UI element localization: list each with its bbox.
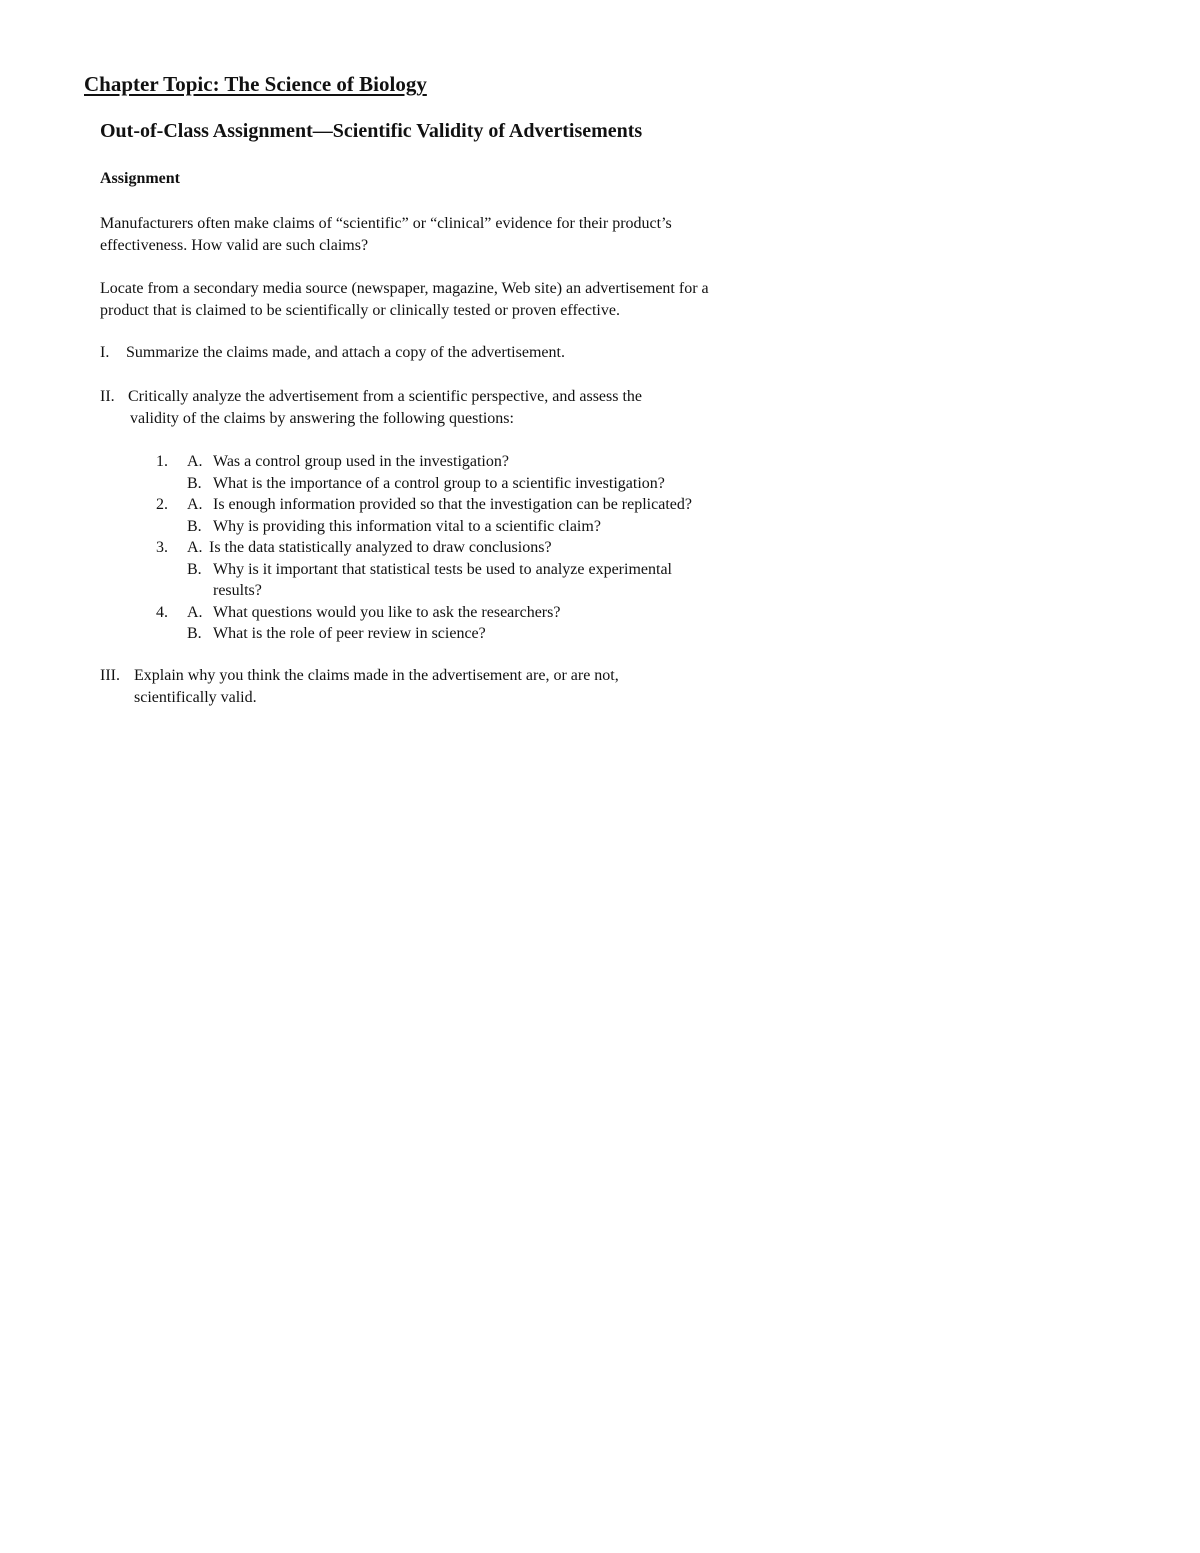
- question-letter: A.: [187, 496, 203, 513]
- question-text: What questions would you like to ask the researchers?: [213, 603, 561, 621]
- chapter-title: Chapter Topic: The Science of Biology: [84, 72, 427, 96]
- question-text: Was a control group used in the investigation?: [213, 453, 509, 470]
- question-letter: B.: [187, 517, 202, 535]
- item-text: scientifically valid.: [134, 688, 257, 706]
- question-letter: B.: [187, 560, 202, 578]
- item-numeral: III.: [100, 667, 120, 684]
- item-text: validity of the claims by answering the following questions:: [130, 409, 514, 427]
- assignment-title: Out-of-Class Assignment—Scientific Validity of Advertisements: [100, 120, 643, 142]
- question-letter: B.: [187, 625, 202, 642]
- intro-paragraph: [100, 213, 860, 256]
- item-text: Critically analyze the advertisement from a scientific perspective, and assess the: [128, 388, 643, 405]
- instructions-paragraph: [100, 278, 860, 321]
- paragraph-line: Locate from a secondary media source (newspaper, magazine, Web site) an advertisement for a: [100, 280, 709, 297]
- question-text: What is the role of peer review in science?: [213, 625, 486, 642]
- question-text: Why is providing this information vital to a scientific claim?: [213, 517, 601, 535]
- paragraph-line: Manufacturers often make claims of “scientific” or “clinical” evidence for their product’s: [100, 215, 672, 232]
- question-text: Is enough information provided so that the investigation can be replicated?: [213, 496, 692, 513]
- question-text: Why is it important that statistical tests be used to analyze experimental: [213, 560, 672, 578]
- question-number: 2.: [156, 496, 168, 513]
- question-number: 4.: [156, 603, 168, 621]
- question-text: results?: [213, 582, 262, 599]
- item-text: Summarize the claims made, and attach a copy of the advertisement.: [126, 344, 565, 361]
- question-letter: A.: [187, 453, 203, 470]
- question-letter: A.: [187, 539, 203, 556]
- paragraph-line: product that is claimed to be scientifically or clinically tested or proven effective.: [100, 301, 620, 319]
- item-text: Explain why you think the claims made in the advertisement are, or are not,: [134, 667, 619, 684]
- question-text: Is the data statistically analyzed to draw conclusions?: [209, 539, 552, 556]
- item-numeral: II.: [100, 388, 115, 405]
- question-number: 3.: [156, 539, 168, 556]
- question-text: What is the importance of a control group to a scientific investigation?: [213, 474, 665, 492]
- item-numeral: I.: [100, 344, 110, 361]
- question-letter: A.: [187, 603, 203, 621]
- paragraph-line: effectiveness. How valid are such claims?: [100, 236, 369, 254]
- question-number: 1.: [156, 453, 168, 470]
- section-heading: Assignment: [100, 170, 181, 187]
- question-letter: B.: [187, 474, 202, 492]
